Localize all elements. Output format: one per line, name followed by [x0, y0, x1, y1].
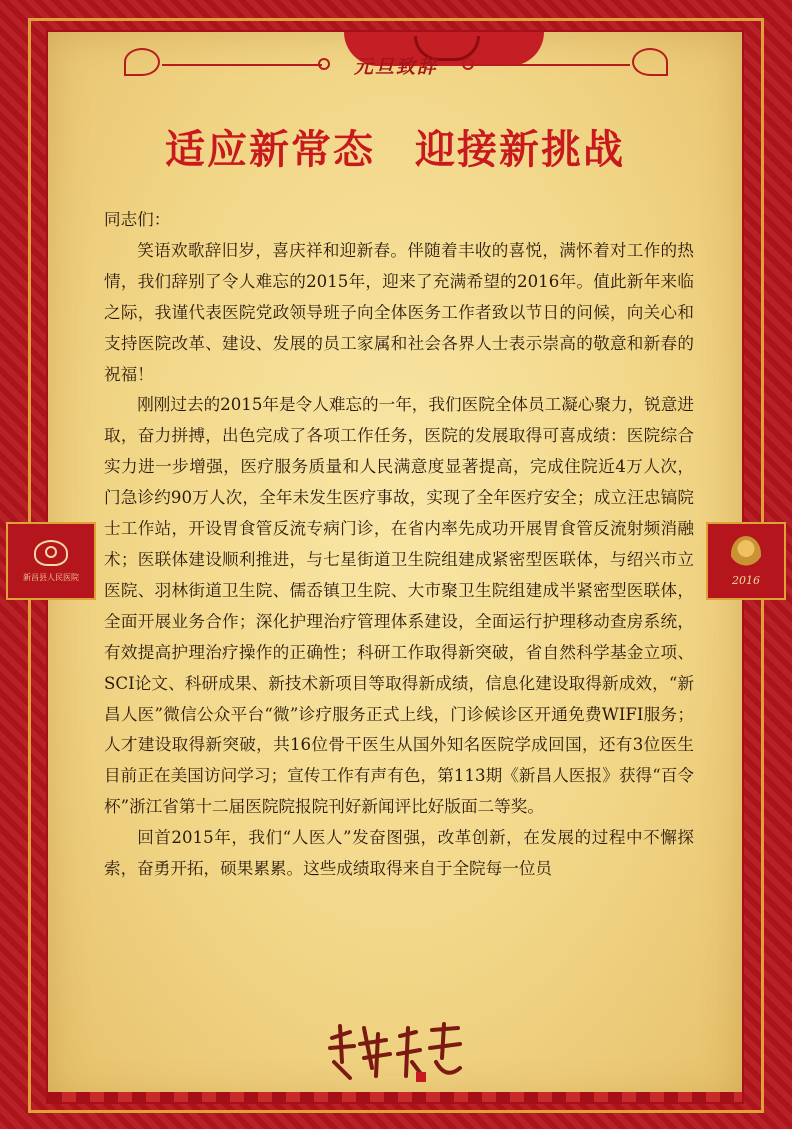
paragraph-3: 回首2015年，我们“人医人”发奋图强，改革创新，在发展的过程中不懈探索，奋勇开拓，硕果累累。这些成绩取得来自于全院每一位员 [104, 828, 694, 879]
year-badge [706, 522, 786, 600]
year-mark: 2016 [732, 573, 760, 587]
title-part-1: 适应新常态 [165, 127, 375, 173]
title-part-2: 迎接新挑战 [415, 127, 625, 173]
left-scroll-ornament [124, 48, 160, 76]
header-rule-left [162, 64, 322, 66]
right-scroll-ornament [632, 48, 668, 76]
header-dot-right [462, 58, 474, 70]
bottom-pattern-strip [48, 1092, 742, 1102]
hospital-badge [6, 522, 96, 600]
letter-body [104, 205, 694, 885]
paragraph-2: 刚刚过去的2015年是令人难忘的一年，我们医院全体员工凝心聚力，锐意进取，奋力拼搏，出色完成了各项工作任务，医院的发展取得可喜成绩：医院综合实力进一步增强，医疗服务质量和人民满意度显著提高，完成住院近4万人次，门急诊约90万人次，全年未发生医疗事故，实现了全年医疗安全；成立汪忠镐院士工作站，开设胃食管反流专病门诊，在省内率先成功开展胃食管反流射频消融术；医联体建设顺利推进，与七星街道卫生院组建成紧密型医联体，与绍兴市立医院、羽林街道卫生院、儒岙镇卫生院、大市聚卫生院组建成半紧密型医联体，全面开展业务合作；深化护理治疗管理体系建设，全面运行护理移动查房系统，有效提高护理治疗操作的正确性；科研工作取得新突破，省自然科学基金立项、SCI论文、科研成果、新技术新项目等取得新成绩，信息化建设取得新成效，“新昌人医”微信公众平台“微”诊疗服务正式上线，门诊候诊区开通免费WIFI服务；人才建设取得新突破，共16位骨干医生从国外知名医院学成回国，还有3位医生目前正在美国访问学习；宣传工作有声有色，第113期《新昌人医报》获得“百令杯”浙江省第十二届医院院报院刊好新闻评比好版面二等奖。 [104, 395, 694, 817]
monkey-icon [731, 536, 761, 572]
header-kicker: 元旦致辞 [353, 56, 438, 78]
header-dot-left [318, 58, 330, 70]
new-year-calligraphy-icon [320, 1018, 470, 1088]
hospital-logo-icon [34, 540, 68, 566]
page-title [48, 118, 742, 175]
hospital-name-logo: 新昌县人民医院 [23, 572, 79, 582]
paragraph-1: 笑语欢歌辞旧岁，喜庆祥和迎新春。伴随着丰收的喜悦，满怀着对工作的热情，我们辞别了令人难忘的2015年，迎来了充满希望的2016年。值此新年来临之际，我谨代表医院党政领导班子向全体医务工作者致以节日的问候，向关心和支持医院改革、建设、发展的员工家属和社会各界人士表示崇高的敬意和新春的祝福！ [104, 240, 694, 384]
header-rule-right [470, 64, 630, 66]
salutation: 同志们： [104, 210, 171, 229]
